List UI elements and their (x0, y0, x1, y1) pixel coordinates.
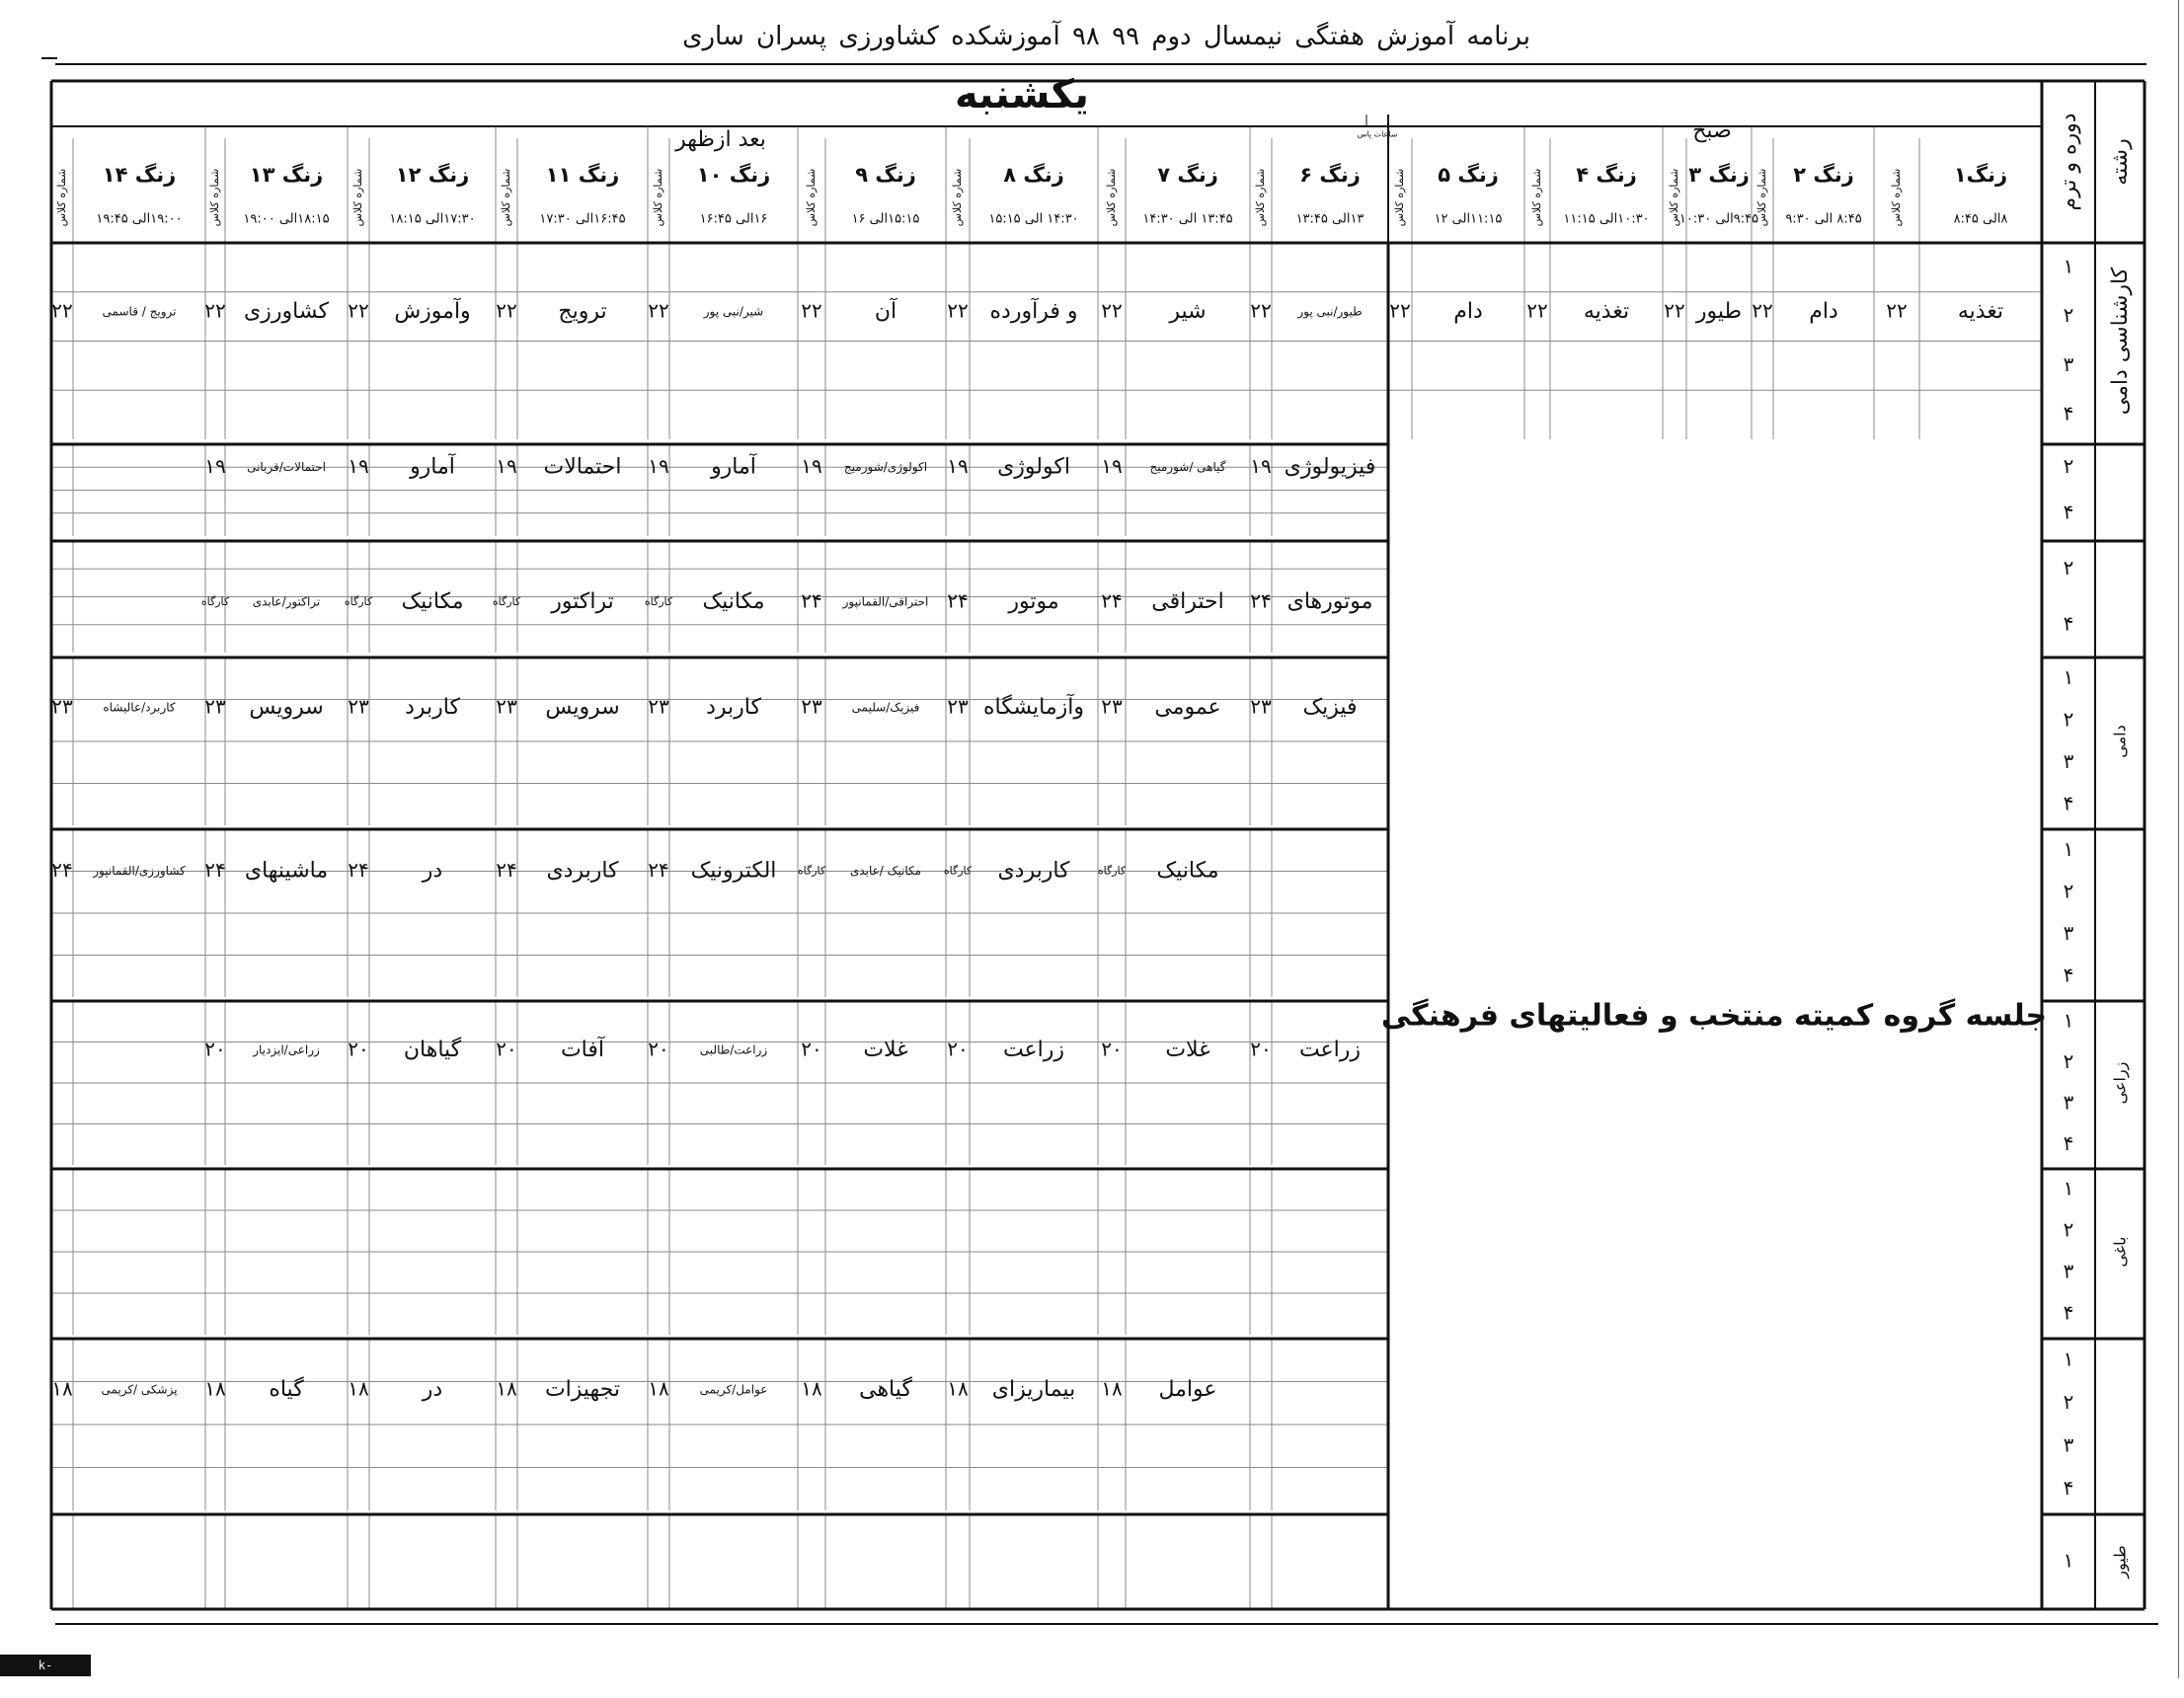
period-time: ۱۷:۳۰الی ۱۸:۱۵ (389, 211, 476, 227)
term-number: ۴ (2063, 1300, 2074, 1325)
subject-text: آمارو (410, 454, 455, 480)
period-time: ۸:۴۵ الی ۹:۳۰ (1785, 211, 1862, 227)
subject-text: اکولوژی (997, 454, 1070, 480)
room-number: ۲۳ (1250, 694, 1272, 719)
period-time: ۸الی ۸:۴۵ (1953, 211, 2008, 227)
subject-text: احتراقی (1151, 589, 1224, 615)
room-number: ۲۲ (1664, 298, 1685, 323)
room-header: شماره کلاس (1393, 168, 1406, 227)
subject-text: مکانیک (401, 589, 464, 615)
room-header: شماره کلاس (1890, 168, 1903, 227)
period-time: ۱۳:۴۵ الی ۱۴:۳۰ (1142, 211, 1233, 227)
subject-text: احتمالات (543, 454, 622, 480)
room-number: ۲۲ (496, 298, 517, 323)
period-time: ۹:۴۵الی ۱۰:۳۰ (1678, 211, 1759, 227)
subject-text: ترویج (558, 299, 607, 324)
term-number: ۲ (2063, 1048, 2074, 1073)
room-number: ۲۲ (1101, 298, 1123, 323)
teacher-text: احتمالات/قربانی (247, 459, 326, 474)
room-number: ۱۹ (947, 453, 969, 478)
room-number: ۲۳ (947, 694, 969, 719)
period-name: زنگ ۸ (1003, 163, 1064, 187)
period-name: زنگ ۷ (1157, 163, 1218, 187)
room-header: شماره کلاس (951, 168, 964, 227)
subject-text: در (422, 858, 443, 884)
term-number: ۲ (2063, 555, 2074, 579)
subject-text: تجهیزات (544, 1377, 621, 1403)
room-number: کارگاه (1097, 864, 1127, 878)
room-number: ۲۴ (496, 858, 517, 882)
room-header: شماره کلاس (500, 168, 512, 227)
room-number: ۱۸ (496, 1376, 517, 1401)
page-title: برنامه آموزش هفتگی نیمسال دوم ۹۹ ۹۸ آموزشکده کشاورزی پسران ساری (682, 22, 1530, 51)
room-number: کارگاه (200, 595, 230, 609)
period-time: ۱۸:۱۵الی ۱۹:۰۰ (243, 211, 330, 227)
room-number: ۲۴ (348, 858, 369, 882)
subject-text: کاربرد (706, 695, 761, 720)
subject-text: تراکتور (551, 589, 614, 615)
room-number: کارگاه (797, 864, 826, 878)
term-number: ۲ (2063, 879, 2074, 903)
subject-text: زراعت (1002, 1037, 1065, 1062)
room-number: ۲۴ (51, 858, 73, 882)
room-header: شماره کلاس (55, 168, 68, 227)
subject-text: آفات (560, 1037, 605, 1062)
period-time: ۱۱:۱۵الی ۱۲ (1434, 211, 1503, 227)
term-number: ۴ (2063, 1130, 2074, 1155)
room-number: ۲۲ (801, 298, 822, 323)
subject-text: فیزیک (1302, 695, 1358, 720)
room-number: کارگاه (644, 595, 673, 609)
room-number: ۱۹ (496, 453, 517, 478)
term-number: ۱ (2063, 664, 2074, 689)
site-logo: k-sari.nus.ac.ir (0, 1655, 91, 1676)
room-number: ۲۲ (1886, 298, 1908, 323)
room-header: شماره کلاس (1755, 168, 1768, 227)
subject-text: دام (1453, 299, 1483, 324)
teacher-text: تراکتور/عابدی (252, 594, 321, 609)
room-number: ۲۴ (1101, 588, 1123, 613)
room-number: ۱۸ (51, 1376, 73, 1401)
period-name: زنگ ۱۰ (696, 163, 771, 187)
period-name: زنگ ۱۱ (545, 163, 620, 187)
room-number: ۱۹ (1101, 453, 1123, 478)
teacher-text: کاربرد/عالیشاه (103, 700, 176, 715)
subject-text: عمومی (1154, 695, 1221, 720)
room-number: ۲۳ (1101, 694, 1123, 719)
room-number: ۱۸ (1101, 1376, 1123, 1401)
period-time: ۱۵:۱۵الی ۱۶ (851, 211, 920, 227)
subject-text: مکانیک (702, 589, 765, 615)
teacher-text: گیاهی /شورمیج (1149, 459, 1226, 474)
room-number: ۲۳ (648, 694, 669, 719)
teacher-text: زراعی/ایزدیار (253, 1042, 320, 1057)
subject-text: تغذیه (1957, 299, 2004, 324)
term-number: ۱ (2063, 1347, 2074, 1371)
term-number: ۳ (2063, 748, 2074, 773)
subject-text: مکانیک (1156, 858, 1219, 884)
room-number: ۲۰ (496, 1037, 517, 1061)
room-number: ۲۳ (496, 694, 517, 719)
term-number: ۴ (2063, 401, 2074, 425)
subject-text: فیزیولوژی (1284, 454, 1376, 480)
term-number: ۴ (2063, 611, 2074, 636)
period-name: زنگ ۱۲ (395, 163, 470, 187)
room-number: ۱۹ (1250, 453, 1272, 478)
room-header: شماره کلاس (208, 168, 221, 227)
teacher-text: کشاورزی/القمانپور (93, 864, 186, 878)
subject-text: بیماریزای (991, 1377, 1076, 1403)
period-time: ۱۶الی ۱۶:۴۵ (699, 211, 768, 227)
room-number: ۲۳ (801, 694, 822, 719)
room-number: ۲۰ (648, 1037, 669, 1061)
teacher-text: طیور/نبی پور (1297, 304, 1363, 319)
term-number: ۳ (2063, 1432, 2074, 1457)
room-number: ۲۲ (348, 298, 369, 323)
term-number: ۲ (2063, 1389, 2074, 1414)
room-number: ۱۸ (348, 1376, 369, 1401)
room-number: ۲۴ (801, 588, 822, 613)
room-header: شماره کلاس (1254, 168, 1267, 227)
term-number: ۴ (2063, 791, 2074, 815)
subject-text: وآزمایشگاه (983, 695, 1084, 720)
term-number: ۳ (2063, 351, 2074, 376)
subject-text: عوامل (1158, 1377, 1217, 1403)
merged-note: جلسه گروه کمیته منتخب و فعالیتهای فرهنگی (1380, 998, 2048, 1034)
term-number: ۳ (2063, 1090, 2074, 1115)
afternoon-label: بعد ازظهر (675, 127, 766, 152)
subject-text: سرویس (249, 695, 324, 720)
field-label: زراعی (2110, 1061, 2130, 1105)
room-number: کارگاه (943, 864, 973, 878)
subject-text: و فرآورده (989, 299, 1078, 324)
period-time: ۱۶:۴۵الی ۱۷:۳۰ (539, 211, 626, 227)
period-name: زنگ ۲ (1793, 163, 1854, 187)
room-header: شماره کلاس (1530, 168, 1543, 227)
room-number: ۲۲ (947, 298, 969, 323)
room-number: ۲۲ (51, 298, 73, 323)
subject-text: کاربردی (997, 858, 1070, 884)
period-time: ۱۳الی ۱۳:۴۵ (1295, 211, 1365, 227)
subject-text: آمارو (711, 454, 756, 480)
room-number: ۱۹ (648, 453, 669, 478)
term-number: ۳ (2063, 1259, 2074, 1283)
room-header: شماره کلاس (351, 168, 364, 227)
small-note-label: ساعات پاس (1357, 129, 1398, 139)
teacher-text: فیزیک/سلیمی (851, 700, 920, 715)
subject-text: گیاهی (859, 1377, 912, 1403)
room-number: ۱۸ (801, 1376, 822, 1401)
room-number: ۱۸ (947, 1376, 969, 1401)
room-number: ۱۸ (204, 1376, 226, 1401)
room-number: ۲۲ (204, 298, 226, 323)
room-number: ۲۲ (648, 298, 669, 323)
field-label: باغی (2110, 1236, 2130, 1268)
term-number: ۱ (2063, 1008, 2074, 1033)
subject-text: گیاهان (403, 1037, 462, 1062)
room-number: ۲۰ (204, 1037, 226, 1061)
room-number: ۲۲ (1389, 298, 1411, 323)
period-name: زنگ ۱۴ (102, 163, 177, 187)
term-number: ۱ (2063, 254, 2074, 278)
subject-text: آن (874, 299, 897, 324)
subject-text: سرویس (545, 695, 620, 720)
subject-text: طیور (1695, 299, 1743, 324)
room-number: ۲۳ (348, 694, 369, 719)
subject-text: غلات (863, 1037, 908, 1062)
period-name: زنگ ۹ (855, 163, 916, 187)
teacher-text: مکانیک /عابدی (849, 864, 922, 878)
room-number: ۱۸ (648, 1376, 669, 1401)
period-time: ۱۴:۳۰ الی ۱۵:۱۵ (988, 211, 1079, 227)
room-number: ۲۳ (204, 694, 226, 719)
room-number: ۲۴ (204, 858, 226, 882)
teacher-text: عوامل/کریمی (699, 1382, 768, 1397)
field-label: کارشناسی دامی (2108, 267, 2133, 416)
subject-text: دام (1809, 299, 1838, 324)
term-number: ۳ (2063, 920, 2074, 945)
subject-text: وآموزش (394, 299, 471, 324)
term-header: دوره و ترم (2057, 113, 2081, 211)
subject-text: گیاه (269, 1377, 304, 1403)
teacher-text: شیر/نبی پور (703, 304, 764, 319)
room-number: ۲۴ (947, 588, 969, 613)
day-title: یکشنبه (955, 72, 1089, 117)
room-header: شماره کلاس (1105, 168, 1118, 227)
room-header: شماره کلاس (805, 168, 818, 227)
room-number: ۲۴ (1250, 588, 1272, 613)
subject-text: زراعت (1298, 1037, 1362, 1062)
subject-text: تغذیه (1583, 299, 1630, 324)
room-number: ۱۹ (801, 453, 822, 478)
period-time: ۱۹:۰۰الی ۱۹:۴۵ (96, 211, 183, 227)
term-number: ۱ (2063, 1176, 2074, 1200)
term-number: ۴ (2063, 963, 2074, 987)
field-label: دامی (2110, 725, 2130, 758)
room-number: ۲۲ (1250, 298, 1272, 323)
room-number: ۱۹ (348, 453, 369, 478)
room-number: ۲۴ (648, 858, 669, 882)
term-number: ۲ (2063, 453, 2074, 478)
subject-text: غلات (1165, 1037, 1210, 1062)
teacher-text: اکولوژی/شورمیج (843, 459, 928, 474)
teacher-text: زراعت/طالبی (699, 1042, 768, 1057)
room-header: شماره کلاس (1668, 168, 1680, 227)
room-number: ۲۰ (348, 1037, 369, 1061)
term-number: ۱ (2063, 1548, 2074, 1573)
room-number: ۲۲ (1752, 298, 1773, 323)
room-number: ۱۹ (204, 453, 226, 478)
subject-text: موتورهای (1287, 589, 1373, 615)
period-name: زنگ ۴ (1576, 163, 1637, 187)
period-name: زنگ ۶ (1299, 163, 1361, 187)
room-number: ۲۳ (51, 694, 73, 719)
period-name: زنگ ۱۳ (249, 163, 324, 187)
subject-text: کشاورزی (244, 299, 329, 324)
room-number: ۲۰ (947, 1037, 969, 1061)
teacher-text: احتراقی/القمانپور (842, 594, 929, 609)
room-number: کارگاه (492, 595, 521, 609)
term-number: ۴ (2063, 1475, 2074, 1500)
term-number: ۲ (2063, 1217, 2074, 1242)
term-number: ۲ (2063, 707, 2074, 732)
period-name: زنگ۱ (1953, 163, 2008, 187)
subject-text: موتور (1008, 589, 1059, 615)
subject-text: کاربرد (405, 695, 460, 720)
room-header: شماره کلاس (652, 168, 664, 227)
room-number: ۲۲ (1526, 298, 1548, 323)
term-number: ۲ (2063, 303, 2074, 328)
subject-text: الکترونیک (690, 858, 777, 884)
subject-text: شیر (1169, 299, 1207, 324)
period-time: ۱۰:۳۰الی ۱۱:۱۵ (1563, 211, 1650, 227)
room-number: ۲۰ (1250, 1037, 1272, 1061)
term-number: ۱ (2063, 836, 2074, 861)
period-name: زنگ ۵ (1438, 163, 1499, 187)
subject-text: ماشینهای (244, 858, 329, 884)
field-label: طیور (2110, 1545, 2130, 1579)
teacher-text: پزشکی /کریمی (101, 1382, 178, 1397)
subject-text: در (422, 1377, 443, 1403)
room-number: ۲۰ (801, 1037, 822, 1061)
morning-label: صبح (1692, 118, 1732, 143)
teacher-text: ترویج / قاسمی (102, 304, 177, 319)
room-number: کارگاه (344, 595, 373, 609)
term-number: ۴ (2063, 500, 2074, 524)
period-name: زنگ ۳ (1688, 163, 1750, 187)
field-header: رشته (2108, 138, 2133, 186)
room-number: ۲۰ (1101, 1037, 1123, 1061)
subject-text: کاربردی (546, 858, 619, 884)
